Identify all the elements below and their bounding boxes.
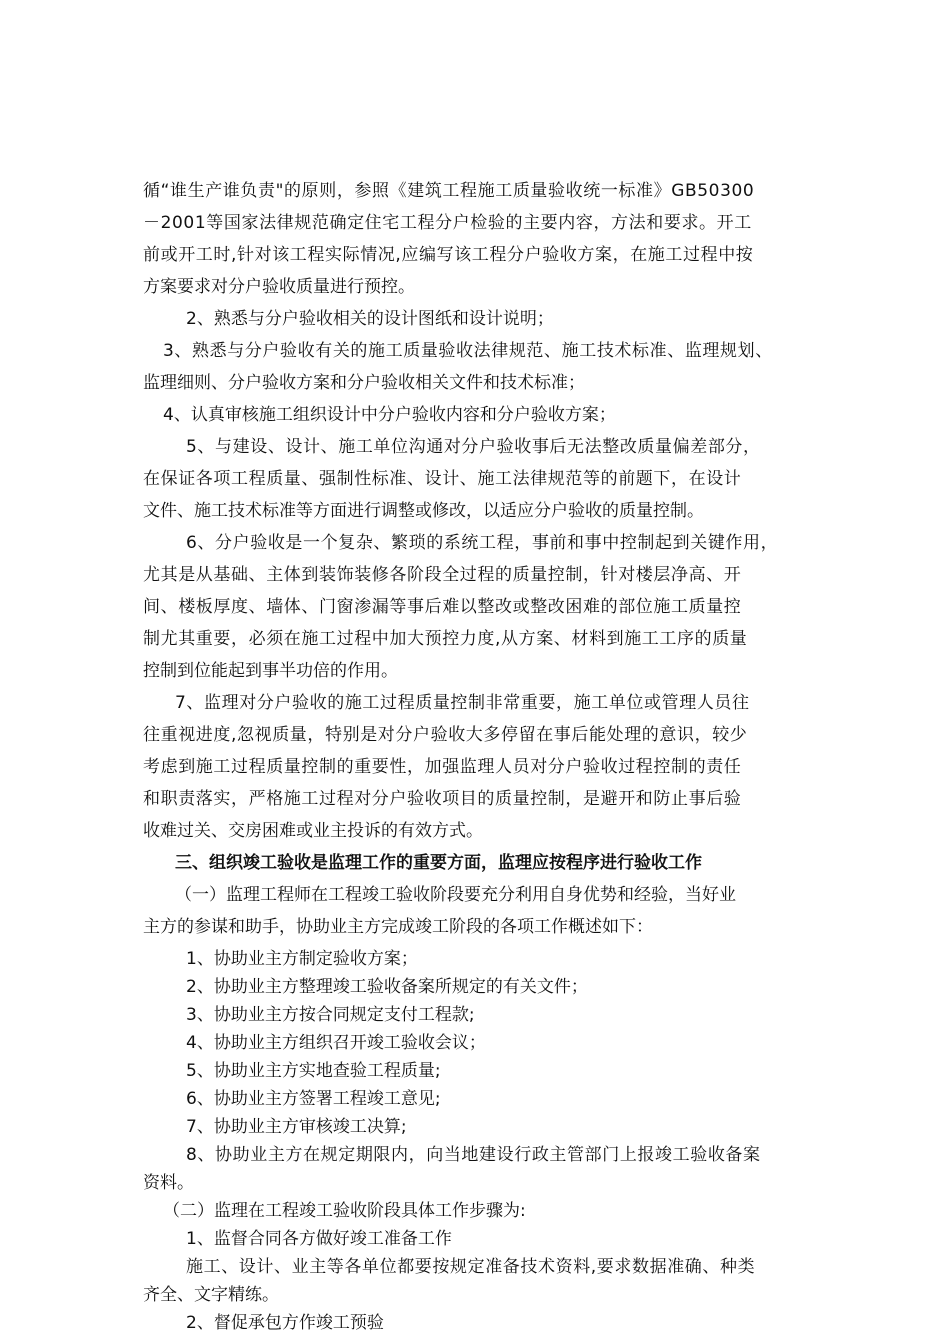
paragraph-line: 往重视进度,忽视质量，特别是对分户验收大多停留在事后能处理的意识，较少	[143, 725, 748, 745]
paragraph-line: 3、熟悉与分户验收有关的施工质量验收法律规范、施工技术标准、监理规划、	[163, 341, 773, 361]
section-heading: 三、组织竣工验收是监理工作的重要方面，监理应按程序进行验收工作	[175, 853, 702, 873]
paragraph-line: 前或开工时,针对该工程实际情况,应编写该工程分户验收方案，在施工过程中按	[143, 245, 754, 265]
paragraph-line: －2001等国家法律规范确定住宅工程分户检验的主要内容，方法和要求。开工	[143, 213, 752, 233]
paragraph-line: 收难过关、交房困难或业主投诉的有效方式。	[143, 821, 483, 841]
paragraph-line: 齐全、文字精练。	[143, 1285, 279, 1305]
paragraph-line: 文件、施工技术标准等方面进行调整或修改，以适应分户验收的质量控制。	[143, 501, 704, 521]
subsection-heading: （二）监理在工程竣工验收阶段具体工作步骤为:	[163, 1201, 526, 1221]
paragraph-line: 7、监理对分户验收的施工过程质量控制非常重要，施工单位或管理人员往	[175, 693, 750, 713]
list-item: 2、协助业主方整理竣工验收备案所规定的有关文件；	[186, 977, 588, 997]
paragraph-line: 5、与建设、设计、施工单位沟通对分户验收事后无法整改质量偏差部分，	[186, 437, 761, 457]
paragraph-line: 循“谁生产谁负责"的原则，参照《建筑工程施工质量验收统一标准》GB50300	[143, 181, 755, 201]
list-item: 5、协助业主方实地查验工程质量;	[186, 1061, 441, 1081]
paragraph-line: 尤其是从基础、主体到装饰装修各阶段全过程的质量控制，针对楼层净高、开	[143, 565, 742, 585]
paragraph-line: 主方的参谋和助手，协助业主方完成竣工阶段的各项工作概述如下：	[143, 917, 653, 937]
step-heading: 1、监督合同各方做好竣工准备工作	[186, 1229, 452, 1249]
list-item: 4、协助业主方组织召开竣工验收会议；	[186, 1033, 486, 1053]
paragraph-line: 4、认真审核施工组织设计中分户验收内容和分户验收方案；	[163, 405, 616, 425]
paragraph-line: 和职责落实，严格施工过程对分户验收项目的质量控制，是避开和防止事后验	[143, 789, 742, 809]
step-heading: 2、督促承包方作竣工预验	[186, 1313, 384, 1333]
list-item: 7、协助业主方审核竣工决算;	[186, 1117, 407, 1137]
paragraph-line: （一）监理工程师在工程竣工验收阶段要充分利用自身优势和经验，当好业	[175, 885, 736, 905]
paragraph-line: 资料。	[143, 1173, 194, 1193]
paragraph-line: 间、楼板厚度、墙体、门窗渗漏等事后难以整改或整改困难的部位施工质量控	[143, 597, 742, 617]
list-item: 6、协助业主方签署工程竣工意见;	[186, 1089, 441, 1109]
paragraph-line: 控制到位能起到事半功倍的作用。	[143, 661, 398, 681]
paragraph-line: 在保证各项工程质量、强制性标准、设计、施工法律规范等的前题下，在设计	[143, 469, 742, 489]
paragraph-line: 考虑到施工过程质量控制的重要性，加强监理人员对分户验收过程控制的责任	[143, 757, 742, 777]
list-item: 1、协助业主方制定验收方案；	[186, 949, 418, 969]
paragraph-line: 监理细则、分户验收方案和分户验收相关文件和技术标准；	[143, 373, 585, 393]
list-item: 3、协助业主方按合同规定支付工程款;	[186, 1005, 475, 1025]
paragraph-line: 制尤其重要，必须在施工过程中加大预控力度,从方案、材料到施工工序的质量	[143, 629, 748, 649]
paragraph-line: 2、熟悉与分户验收相关的设计图纸和设计说明；	[186, 309, 554, 329]
paragraph-line: 方案要求对分户验收质量进行预控。	[143, 277, 415, 297]
paragraph-line: 6、分户验收是一个复杂、繁琐的系统工程，事前和事中控制起到关键作用，	[186, 533, 779, 553]
paragraph-line: 施工、设计、业主等各单位都要按规定准备技术资料,要求数据准确、种类	[186, 1257, 756, 1277]
list-item: 8、协助业主方在规定期限内，向当地建设行政主管部门上报竣工验收备案	[186, 1145, 761, 1165]
